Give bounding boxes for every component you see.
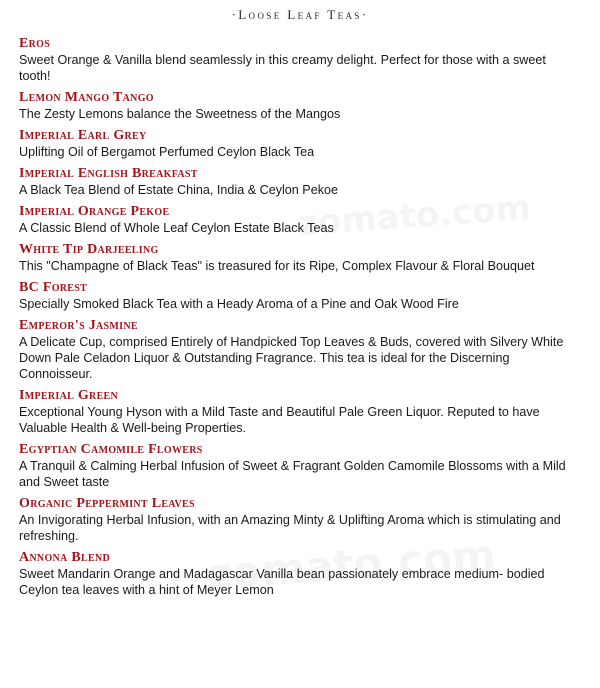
tea-name: White Tip Darjeeling — [19, 242, 159, 257]
tea-name: Eros — [19, 36, 51, 51]
tea-description: A Delicate Cup, comprised Entirely of Handpicked Top Leaves & Buds, covered with Silvery White Down Pale Celadon Liquor & Outstanding Fragrance. This tea is ideal for the Discerning Connoisseur. — [19, 335, 564, 381]
tea-item-imperial-green — [19, 388, 579, 436]
tea-name: Imperial Green — [19, 388, 119, 403]
tea-name: Organic Peppermint Leaves — [19, 496, 195, 511]
tea-name: Imperial Earl Grey — [19, 128, 147, 143]
tea-description: Exceptional Young Hyson with a Mild Taste and Beautiful Pale Green Liquor. Reputed to have Valuable Health & Well-being Properties. — [19, 405, 540, 435]
tea-description: Uplifting Oil of Bergamot Perfumed Ceylon Black Tea — [19, 145, 315, 159]
tea-description: Sweet Orange & Vanilla blend seamlessly in this creamy delight. Perfect for those with a sweet tooth! — [19, 53, 546, 83]
tea-item-organic-peppermint-leaves — [19, 496, 579, 544]
menu-title: ·Loose Leaf Teas· — [231, 7, 369, 22]
tea-name: Emperor's Jasmine — [19, 318, 138, 333]
tea-menu-list — [19, 36, 579, 604]
tea-description: An Invigorating Herbal Infusion, with an Amazing Minty & Uplifting Aroma which is stimulating and refreshing. — [19, 513, 561, 543]
tea-item-imperial-orange-pekoe — [19, 204, 579, 236]
tea-item-imperial-earl-grey — [19, 128, 579, 160]
tea-name: Imperial English Breakfast — [19, 166, 198, 181]
tea-name: Egyptian Camomile Flowers — [19, 442, 203, 457]
tea-item-eros — [19, 36, 579, 84]
tea-name: Annona Blend — [19, 550, 110, 565]
tea-item-egyptian-camomile-flowers — [19, 442, 579, 490]
tea-description: A Black Tea Blend of Estate China, India & Ceylon Pekoe — [19, 183, 339, 197]
tea-description: A Classic Blend of Whole Leaf Ceylon Estate Black Teas — [19, 221, 334, 235]
tea-item-lemon-mango-tango — [19, 90, 579, 122]
tea-item-emperors-jasmine — [19, 318, 579, 382]
tea-description: Sweet Mandarin Orange and Madagascar Vanilla bean passionately embrace medium- bodied Ceylon tea leaves with a hint of Meyer Lemon — [19, 567, 545, 597]
tea-item-imperial-english-breakfast — [19, 166, 579, 198]
tea-name: BC Forest — [19, 280, 88, 295]
tea-description: A Tranquil & Calming Herbal Infusion of Sweet & Fragrant Golden Camomile Blossoms with a Mild and Sweet taste — [19, 459, 566, 489]
tea-description: This "Champagne of Black Teas" is treasured for its Ripe, Complex Flavour & Floral Bouquet — [19, 259, 535, 273]
tea-name: Lemon Mango Tango — [19, 90, 154, 105]
tea-name: Imperial Orange Pekoe — [19, 204, 170, 219]
tea-description: The Zesty Lemons balance the Sweetness of the Mangos — [19, 107, 341, 121]
tea-item-bc-forest — [19, 280, 579, 312]
tea-item-white-tip-darjeeling — [19, 242, 579, 274]
tea-description: Specially Smoked Black Tea with a Heady Aroma of a Pine and Oak Wood Fire — [19, 297, 459, 311]
tea-item-annona-blend — [19, 550, 579, 598]
